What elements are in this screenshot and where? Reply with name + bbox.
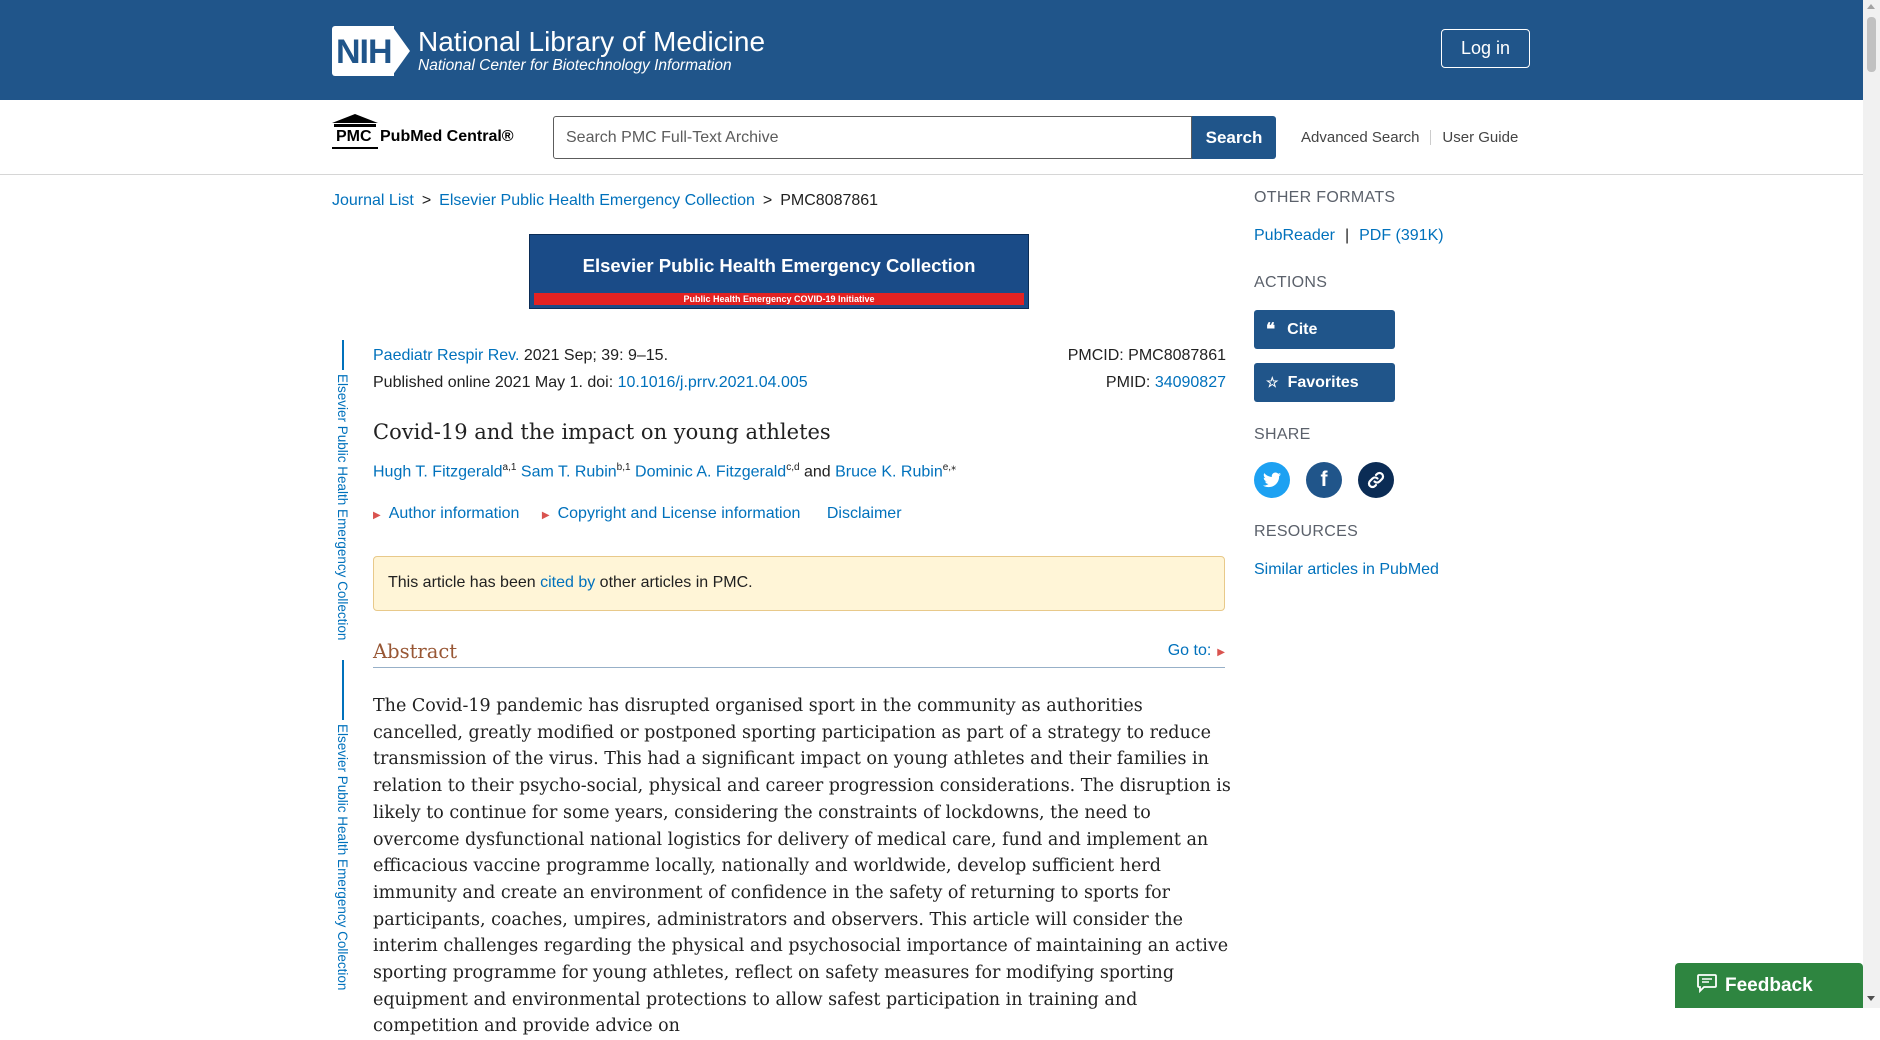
collection-banner-ribbon: Public Health Emergency COVID-19 Initiative <box>534 293 1024 305</box>
nih-badge-icon <box>332 26 412 76</box>
cited-by-notice <box>373 556 1225 611</box>
collection-banner-title: Elsevier Public Health Emergency Collection <box>582 255 976 276</box>
other-formats-heading: OTHER FORMATS <box>1254 189 1396 206</box>
feedback-button[interactable] <box>1675 963 1863 1008</box>
pmcid: PMCID: PMC8087861 <box>1067 347 1226 364</box>
nih-title: National Library of Medicine <box>418 26 766 57</box>
breadcrumb-journal-list[interactable]: Journal List <box>332 192 414 209</box>
quote-icon: ❝ <box>1266 319 1276 339</box>
author-link[interactable]: Dominic A. Fitzgerald <box>635 463 787 481</box>
copyright-toggle[interactable] <box>542 505 801 522</box>
header-links <box>1301 129 1518 146</box>
author-affiliation: b,1 <box>616 462 631 473</box>
share-buttons <box>1254 462 1410 498</box>
disclaimer-link[interactable]: Disclaimer <box>826 505 902 522</box>
nih-banner <box>0 0 1863 100</box>
pmc-logo[interactable] <box>332 114 522 150</box>
scrollbar-thumb[interactable] <box>1867 17 1876 72</box>
cited-by-link[interactable]: cited by <box>540 574 596 591</box>
cite-label: Cite <box>1287 320 1318 338</box>
pubreader-link[interactable]: PubReader <box>1254 227 1335 244</box>
published-online: Published online 2021 May 1. doi: <box>373 374 618 391</box>
triangle-right-icon: ▶ <box>541 510 550 521</box>
pmc-logo-name: PubMed Central® <box>380 128 514 145</box>
citation-details: 2021 Sep; 39: 9–15. <box>519 347 669 364</box>
star-icon: ☆ <box>1266 374 1279 390</box>
search-button[interactable]: Search <box>1192 116 1276 159</box>
scroll-down-arrow-icon[interactable] <box>1867 996 1875 1001</box>
cited-notice-text: This article has been <box>388 574 541 591</box>
citation-block <box>373 342 808 396</box>
favorites-label: Favorites <box>1287 373 1359 391</box>
vertical-collection-label[interactable]: Elsevier Public Health Emergency Collection <box>335 724 350 991</box>
author-information-label: Author information <box>388 505 520 522</box>
vertical-collection-label[interactable]: Elsevier Public Health Emergency Collection <box>335 374 350 641</box>
author-affiliation: c,d <box>786 462 800 473</box>
copyright-label: Copyright and License information <box>557 505 801 522</box>
abstract-heading: Abstract <box>373 640 458 663</box>
divider: | <box>1344 227 1350 244</box>
pmid-label: PMID: <box>1105 374 1155 391</box>
feedback-label: Feedback <box>1725 974 1813 996</box>
comment-icon <box>1697 974 1717 998</box>
author-affiliation: e,⁎ <box>942 462 957 473</box>
author-link[interactable]: Sam T. Rubin <box>520 463 617 481</box>
breadcrumb-current: PMC8087861 <box>780 192 879 209</box>
author-list <box>373 462 956 481</box>
resources-heading: RESOURCES <box>1254 523 1359 540</box>
scrollbar[interactable] <box>1863 0 1880 1008</box>
twitter-icon[interactable] <box>1254 462 1290 498</box>
share-heading: SHARE <box>1254 426 1311 443</box>
similar-articles-link[interactable]: Similar articles in PubMed <box>1254 561 1439 578</box>
author-information-toggle[interactable] <box>373 505 519 522</box>
journal-link[interactable]: Paediatr Respir Rev. <box>373 347 520 364</box>
nih-badge-text: NIH <box>336 33 392 71</box>
article-title: Covid-19 and the impact on young athletes <box>373 420 831 444</box>
author-link[interactable]: Hugh T. Fitzgerald <box>373 463 503 481</box>
advanced-search-link[interactable]: Advanced Search <box>1301 129 1420 146</box>
pmc-logo-abbr: PMC <box>336 128 372 145</box>
vertical-divider <box>342 660 344 720</box>
nih-subtitle: National Center for Biotechnology Information <box>418 57 732 74</box>
cite-button[interactable] <box>1254 310 1395 349</box>
cited-notice-text: other articles in PMC. <box>595 574 753 591</box>
breadcrumb-separator: > <box>421 192 432 209</box>
pmid-link[interactable]: 34090827 <box>1154 374 1226 391</box>
divider <box>1430 130 1431 145</box>
author-affiliation: a,1 <box>502 462 517 473</box>
article-info-links <box>373 505 920 523</box>
breadcrumb-collection[interactable]: Elsevier Public Health Emergency Collection <box>439 192 755 209</box>
goto-label: Go to: <box>1167 642 1212 659</box>
actions-heading: ACTIONS <box>1254 274 1328 291</box>
format-links <box>1254 227 1444 245</box>
author-link[interactable]: Bruce K. Rubin <box>835 463 943 481</box>
nih-logo[interactable] <box>332 26 765 76</box>
scroll-up-arrow-icon[interactable] <box>1867 4 1875 9</box>
pdf-link[interactable]: PDF (391K) <box>1359 227 1444 244</box>
citation-ids <box>1060 342 1226 396</box>
search-input[interactable] <box>553 116 1192 159</box>
abstract-text: The Covid-19 pandemic has disrupted organised sport in the community as authorities cancelled, greatly modified or postponed sporting participation as part of a strategy to reduce transmission of the virus. This had a significant impact on young athletes and their families in relation to their psycho-social, physical and career progression considerations. The disruption is likely to continue for some years, considering the constraints of lockdowns, the need to overcome dysfunctional national logistics for delivery of medical care, fund and implement an efficacious vaccine programme locally, nationally and worldwide, develop sufficient herd immunity and create an environment of confidence in the safety of returning to sports for participants, coaches, umpires, administrators and observers. This article will consider the interim challenges regarding the physical and psychosocial importance of maintaining an active sporting programme for young athletes, reflect on safety measures for modifying sporting equipment and environmental protections to allow safest participation in training and competition and provide advice on <box>373 696 1231 1037</box>
login-button[interactable]: Log in <box>1441 29 1530 68</box>
goto-menu[interactable] <box>1168 642 1225 660</box>
pmc-building-icon <box>332 114 378 123</box>
breadcrumb-separator: > <box>762 192 773 209</box>
abstract-header <box>373 640 1225 668</box>
user-guide-link[interactable]: User Guide <box>1442 129 1519 146</box>
doi-link[interactable]: 10.1016/j.prrv.2021.04.005 <box>617 374 808 391</box>
facebook-icon[interactable]: f <box>1306 462 1342 498</box>
vertical-divider <box>342 340 344 370</box>
favorites-button[interactable] <box>1254 363 1395 402</box>
pmc-header <box>0 100 1863 175</box>
author-and: and <box>799 463 836 481</box>
collection-banner[interactable] <box>529 234 1029 309</box>
triangle-right-icon: ▶ <box>373 510 381 521</box>
permalink-icon[interactable] <box>1358 462 1394 498</box>
breadcrumb <box>332 192 878 210</box>
triangle-right-icon: ▶ <box>1217 647 1225 658</box>
